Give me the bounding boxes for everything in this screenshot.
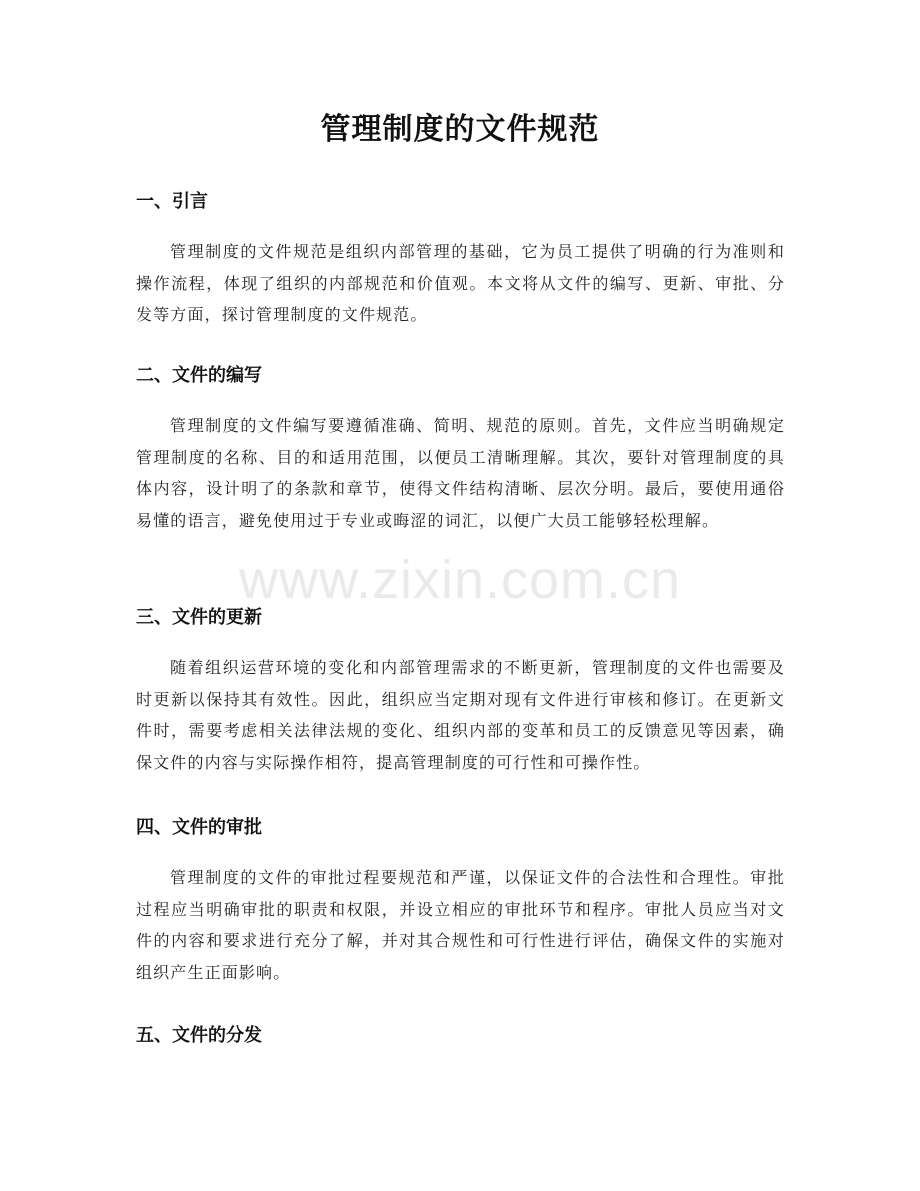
watermark: www.zixin.com.cn bbox=[238, 550, 682, 610]
section-body-approval: 管理制度的文件的审批过程要规范和严谨，以保证文件的合法性和合理性。审批过程应当明确审批的职责和权限，并设立相应的审批环节和程序。审批人员应当对文件的内容和要求进行充分了解，并对其合规性和可行性进行评估，确保文件的实施对组织产生正面影响。 bbox=[136, 868, 785, 982]
section-body-updating: 随着组织运营环境的变化和内部管理需求的不断更新，管理制度的文件也需要及时更新以保持其有效性。因此，组织应当定期对现有文件进行审核和修订。在更新文件时，需要考虑相关法律法规的变化、组织内部的变革和员工的反馈意见等因素，确保文件的内容与实际操作相符，提高管理制度的可行性和可操作性。 bbox=[136, 658, 785, 772]
section-heading-distribution: 五、文件的分发 bbox=[136, 1025, 262, 1046]
section-body-introduction: 管理制度的文件规范是组织内部管理的基础，它为员工提供了明确的行为准则和操作流程，体现了组织的内部规范和价值观。本文将从文件的编写、更新、审批、分发等方面，探讨管理制度的文件规范。 bbox=[136, 242, 785, 324]
section-heading-approval: 四、文件的审批 bbox=[136, 817, 262, 838]
section-body-writing: 管理制度的文件编写要遵循准确、简明、规范的原则。首先，文件应当明确规定管理制度的名称、目的和适用范围，以便员工清晰理解。其次，要针对管理制度的具体内容，设计明了的条款和章节，使得文件结构清晰、层次分明。最后，要使用通俗易懂的语言，避免使用过于专业或晦涩的词汇，以便广大员工能够轻松理解。 bbox=[136, 416, 785, 530]
section-heading-introduction: 一、引言 bbox=[136, 191, 208, 212]
section-heading-writing: 二、文件的编写 bbox=[136, 365, 262, 386]
document-title: 管理制度的文件规范 bbox=[320, 112, 600, 147]
section-heading-updating: 三、文件的更新 bbox=[136, 607, 262, 628]
